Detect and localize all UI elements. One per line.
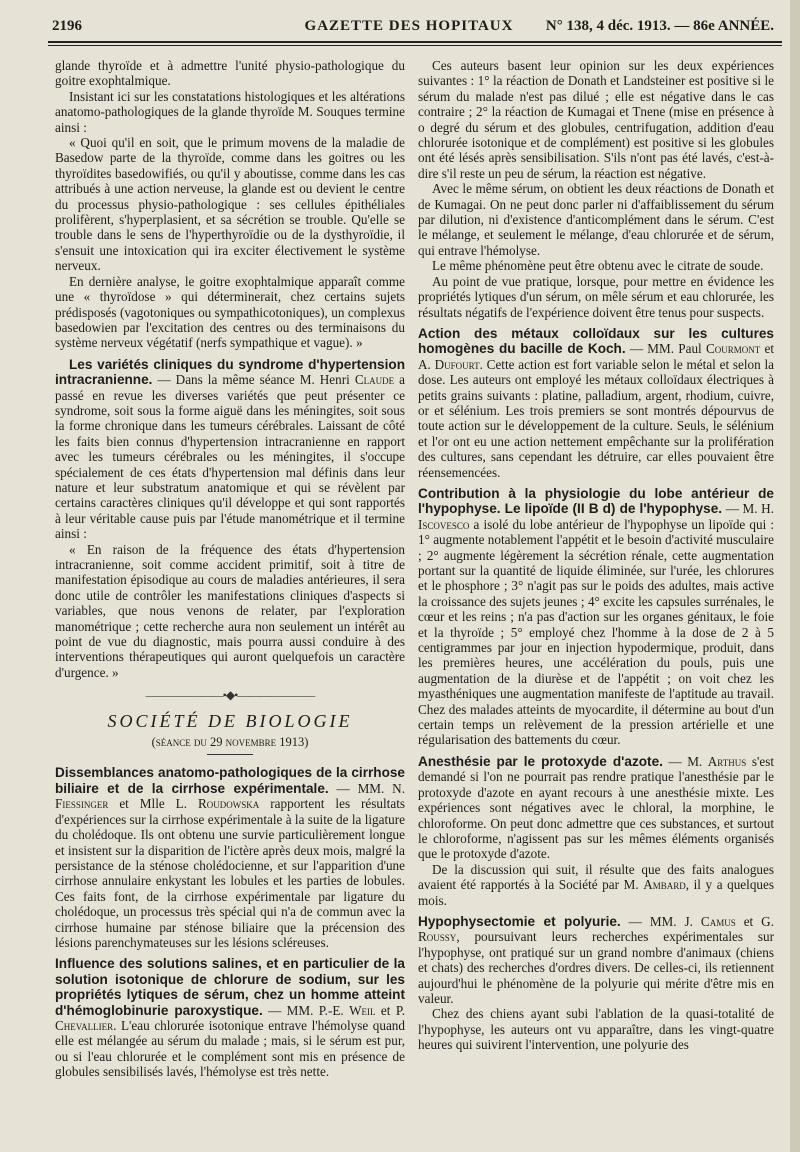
quote-paragraph: « Quoi qu'il en soit, que le primum movens de la maladie de Basedow parte de la thyroïde, comme dans les goitres ou les thyroïdites basedowifiés, ou qu'il y aboutisse, comme dans les cas attribués à une action nerveuse, la glande est ou devient le centre du processus physio-pathologique : ses cellules épithéliales prolifèrent, s'hyperplasient, et sa sécrétion se trouble. Qu'elle se trouble dans le sens de l'hyperthyroïdie ou de la dysthyroïdie, il s'ensuit une intoxication qui ira exciter électivement le système nerveux. [55, 135, 405, 274]
article-cirrhose: Dissemblances anatomo-pathologiques de la cirrhose biliaire et de la cirrhose expérimentale. — MM. N. Fiessinger et Mlle L. Roudowska rapportent les résultats d'expériences sur la cirrhose expérimentale à la suite de la ligature du cholédoque. Ils ont obtenu une survie particulièrement longue et insistent sur la disparition de l'ictère après deux mois, malgré la persistance de la sténose cholédocienne, et sur l'apparition d'une cirrhose annulaire enkystant les lobules et les parties de lobules. Ces faits font, de la cirrhose expérimentale par ligature du cholédoque, un processus très spécial qui n'a de commun avec la cirrhose humaine par sténose biliaire que la précension des lésions parenchymateuses sur les lésions scléreuses. [55, 765, 405, 950]
author-name: Dufourt [434, 356, 480, 372]
author-name: Chevallier [55, 1017, 114, 1033]
author-name: Weil [349, 1002, 376, 1018]
author-name: Claude [354, 372, 395, 388]
page-number: 2196 [52, 18, 82, 34]
author-name: Camus [700, 913, 736, 929]
ornament-divider: ———————•◆•——————— [145, 688, 315, 703]
article-title: Influence des solutions salines, et en particulier de la solution isotonique de chlorure de sodium, sur les propriétés lytiques de sérum, chez un homme atteint d'hémoglobinurie paroxystique. [55, 956, 405, 1018]
short-divider [207, 754, 253, 755]
article-title: Anesthésie par le protoxyde d'azote. [418, 753, 663, 769]
article-title: Contribution à la physiologie du lobe antérieur de l'hypophyse. Le lipoïde (II B d) de l'hypophyse. [418, 485, 774, 517]
paragraph: Le même phénomène peut être obtenu avec le citrate de soude. [432, 258, 764, 274]
article-hypophyse: Contribution à la physiologie du lobe antérieur de l'hypophyse. Le lipoïde (II B d) de l'hypophyse. — M. H. Iscovesco a isolé du lobe antérieur de l'hypophyse un lipoïde qui : 1° augmente notablement l'appétit et le besoin d'activité musculaire ; 2° augmente légèrement la sécrétion rénale, cette augmentation portant sur la quantité de liquide éliminée, sur l'urée, les chlorures et le phosphore ; 3° n'agit pas sur le poids des adultes, mais active la croissance des sujets jeunes ; 4° excite les capsules surrénales, le cœur et les reins ; n'a pas d'action sur les organes génitaux, le foie et la thyroïde ; 5° employé chez l'homme à la dose de 2 à 5 centigrammes par jour en injection hypodermique, produit, dans les premières heures, une accélération du pouls, puis une augmentation de la diurèse et de l'appétit ; on voit chez les myasthéniques une augmentation manifeste de l'aptitude au travail. Chez des malades atteints de myocardite, il détermine au bout d'un certain temps un relèvement de la pression artérielle et une régularisation des battements du cœur. [418, 485, 774, 748]
society-heading [55, 688, 405, 755]
article-hypophysectomie: Hypophysectomie et polyurie. — MM. J. Camus et G. Roussy, poursuivant leurs recherches expérimentales sur l'hypophyse, ont pratiqué sur un grand nombre d'animaux (chiens et chats) des recherches d'ordres divers. De celles-ci, ils retiennent aujourd'hui le phénomène de la polyurie qui mérite d'être mis en valeur. [418, 913, 774, 1006]
author-name: Ambard [643, 877, 686, 893]
author-name: Fiessinger [55, 796, 109, 812]
header-rule [48, 41, 782, 43]
author-name: Courmont [705, 341, 761, 357]
issue-info: N° 138, 4 déc. 1913. — 86e ANNÉE. [545, 18, 774, 34]
paragraph: Insistant ici sur les constatations histologiques et les altérations anatomo-pathologiques de la glande thyroïde M. Souques termine ainsi : [55, 88, 405, 135]
article-title: Action des métaux colloïdaux sur les cultures homogènes du bacille de Koch. [418, 325, 774, 357]
left-column [55, 58, 405, 1080]
article-intracranial: Les variétés cliniques du syndrome d'hypertension intracranienne. — Dans la même séance M. Henri Claude a passé en revue les diverses variétés que peut présenter ce syndrome, soit sous la forme aiguë dans les méningites, soit sous la forme chronique dans les tumeurs cérébrales. Laissant de côté les faits bien connus d'hypertension intracranienne en rapport avec les tumeurs cérébrales ou les méningites, il s'occupe spécialement de ces états d'hypertension mal définis dans leur nature et leur substratum anatomique et qui se révèlent par certains caractères cliniques qu'il développe et qui sont rapportés à leur véritable cause puis par l'étude manométrique et il termine ainsi : [55, 356, 405, 542]
article-title: Dissemblances anatomo-pathologiques de la cirrhose biliaire et de la cirrhose expérimentale. [55, 765, 405, 796]
author-name: Iscovesco [418, 516, 470, 532]
paragraph: Avec le même sérum, on obtient les deux réactions de Donath et de Kumagai. On ne peut donc parler ni d'affaiblissement du sérum par dilution, ni d'existence d'anticomplément dans le sérum. C'est le mélange, et seulement le mélange, d'eau chlorurée et de sérum, qui entrave l'hémolyse. [418, 181, 774, 258]
session-date: (séance du 29 novembre 1913) [151, 735, 309, 750]
journal-title: GAZETTE DES HOPITAUX [304, 18, 514, 34]
article-title: Les variétés cliniques du syndrome d'hypertension intracranienne. [55, 356, 405, 388]
quote-paragraph: « En raison de la fréquence des états d'hypertension intracranienne, soit comme accident primitif, soit à titre de manifestation épisodique au cours de maladies antérieures, il sera donc utile de contrôler les manifestations cliniques d'aspects si variables, que nous venons de relater, par l'exploration manométrique ; cette recherche aura non seulement un intérêt au point de vue du diagnostic, mais pourra aussi conduire à des interventions thérapeutiques qui auront quelquefois un caractère d'urgence. » [55, 541, 405, 680]
paragraph: Chez des chiens ayant subi l'ablation de la quasi-totalité de l'hypophyse, les auteurs ont vu apparaître, dans les vingt-quatre heures qui suivirent l'intervention, une polyurie des [418, 1006, 774, 1053]
article-metaux-colloidaux: Action des métaux colloïdaux sur les cultures homogènes du bacille de Koch. — MM. Paul Courmont et A. Dufourt. Cette action est fort variable selon le métal et selon la dose. Les auteurs ont employé les métaux colloïdaux électriques à petits grains suivants : platine, palladium, argent, rhodium, cuivre, or et sélénium. Les trois premiers se sont montrés dépourvus de toute action sur le développement de la culture. Seuls, le sélénium et l'or ont eu une action nettement empêchante sur la prolifération des cultures, sans cependant les détruire, car elles pouvaient être réensemencées. [418, 325, 774, 480]
paragraph: Au point de vue pratique, lorsque, pour mettre en évidence les propriétés lytiques d'un sérum, on mêle sérum et eau chlorurée, les résultats négatifs de l'expérience doivent être tenus pour suspects. [418, 273, 774, 320]
right-column [418, 58, 774, 1053]
article-solutions-salines: Influence des solutions salines, et en particulier de la solution isotonique de chlorure de sodium, sur les propriétés lytiques de sérum, chez un homme atteint d'hémoglobinurie paroxystique. — MM. P.-E. Weil et P. Chevallier. L'eau chlorurée isotonique entrave l'hémolyse quand elle est mélangée au sérum du malade ; mais, si le sérum est pur, ou si l'eau chlorurée et le complément sont mis en présence de globules sensibilisés lavés, l'hémolyse est très nette. [55, 956, 405, 1080]
author-name: Roudowska [198, 796, 260, 812]
author-name: Roussy [418, 929, 457, 945]
author-name: Arthus [707, 753, 747, 769]
society-title: SOCIÉTÉ DE BIOLOGIE [107, 710, 353, 731]
article-anesthesie: Anesthésie par le protoxyde d'azote. — M. Arthus s'est demandé si l'on ne pourrait pas rendre pratique l'anesthésie par le protoxyde d'azote en ayant recours à une anesthésie mixte. Les expériences sont négatives avec le chloral, la morphine, le chloroforme. On peut donc admettre que ces substances, et surtout le chloroforme, n'agissent pas sur les mêmes éléments organisés que le protoxyde d'azote. [418, 753, 774, 862]
scan-edge [790, 0, 800, 1152]
article-title: Hypophysectomie et polyurie. [418, 913, 621, 929]
header-rule-thin [48, 45, 782, 46]
paragraph: Ces auteurs basent leur opinion sur les deux expériences suivantes : 1° la réaction de Donath et Landsteiner est positive si le sérum du malade n'est pas dilué ; elle est négative dans le cas contraire ; 2° la réaction de Kumagai et Tnene (mise en présence à o degré du sérum et des globules, centrifugation, addition d'eau chlorurée isotonique et de complément) est positive si les globules ont été lésés après sensibilisation. S'ils n'ont pas été lavés, c'est-à-dire s'il reste un peu de sérum, la réaction est négative. [418, 58, 774, 181]
paragraph: glande thyroïde et à admettre l'unité physio-pathologique du goitre exophtalmique. [55, 58, 405, 89]
page-header [38, 14, 780, 36]
quote-paragraph: En dernière analyse, le goitre exophtalmique apparaît comme une « thyroïdose » qui déterminerait, chez certains sujets prédisposés (vagotoniques ou sympathicotoniques), un complexus basedowien par l'excitation des centres ou des terminaisons du système nerveux végétatif (nerfs sympathique et vague). » [55, 273, 405, 351]
paragraph: De la discussion qui suit, il résulte que des faits analogues avaient été rapportés à la Société par M. Ambard, il y a quelques mois. [418, 861, 775, 908]
